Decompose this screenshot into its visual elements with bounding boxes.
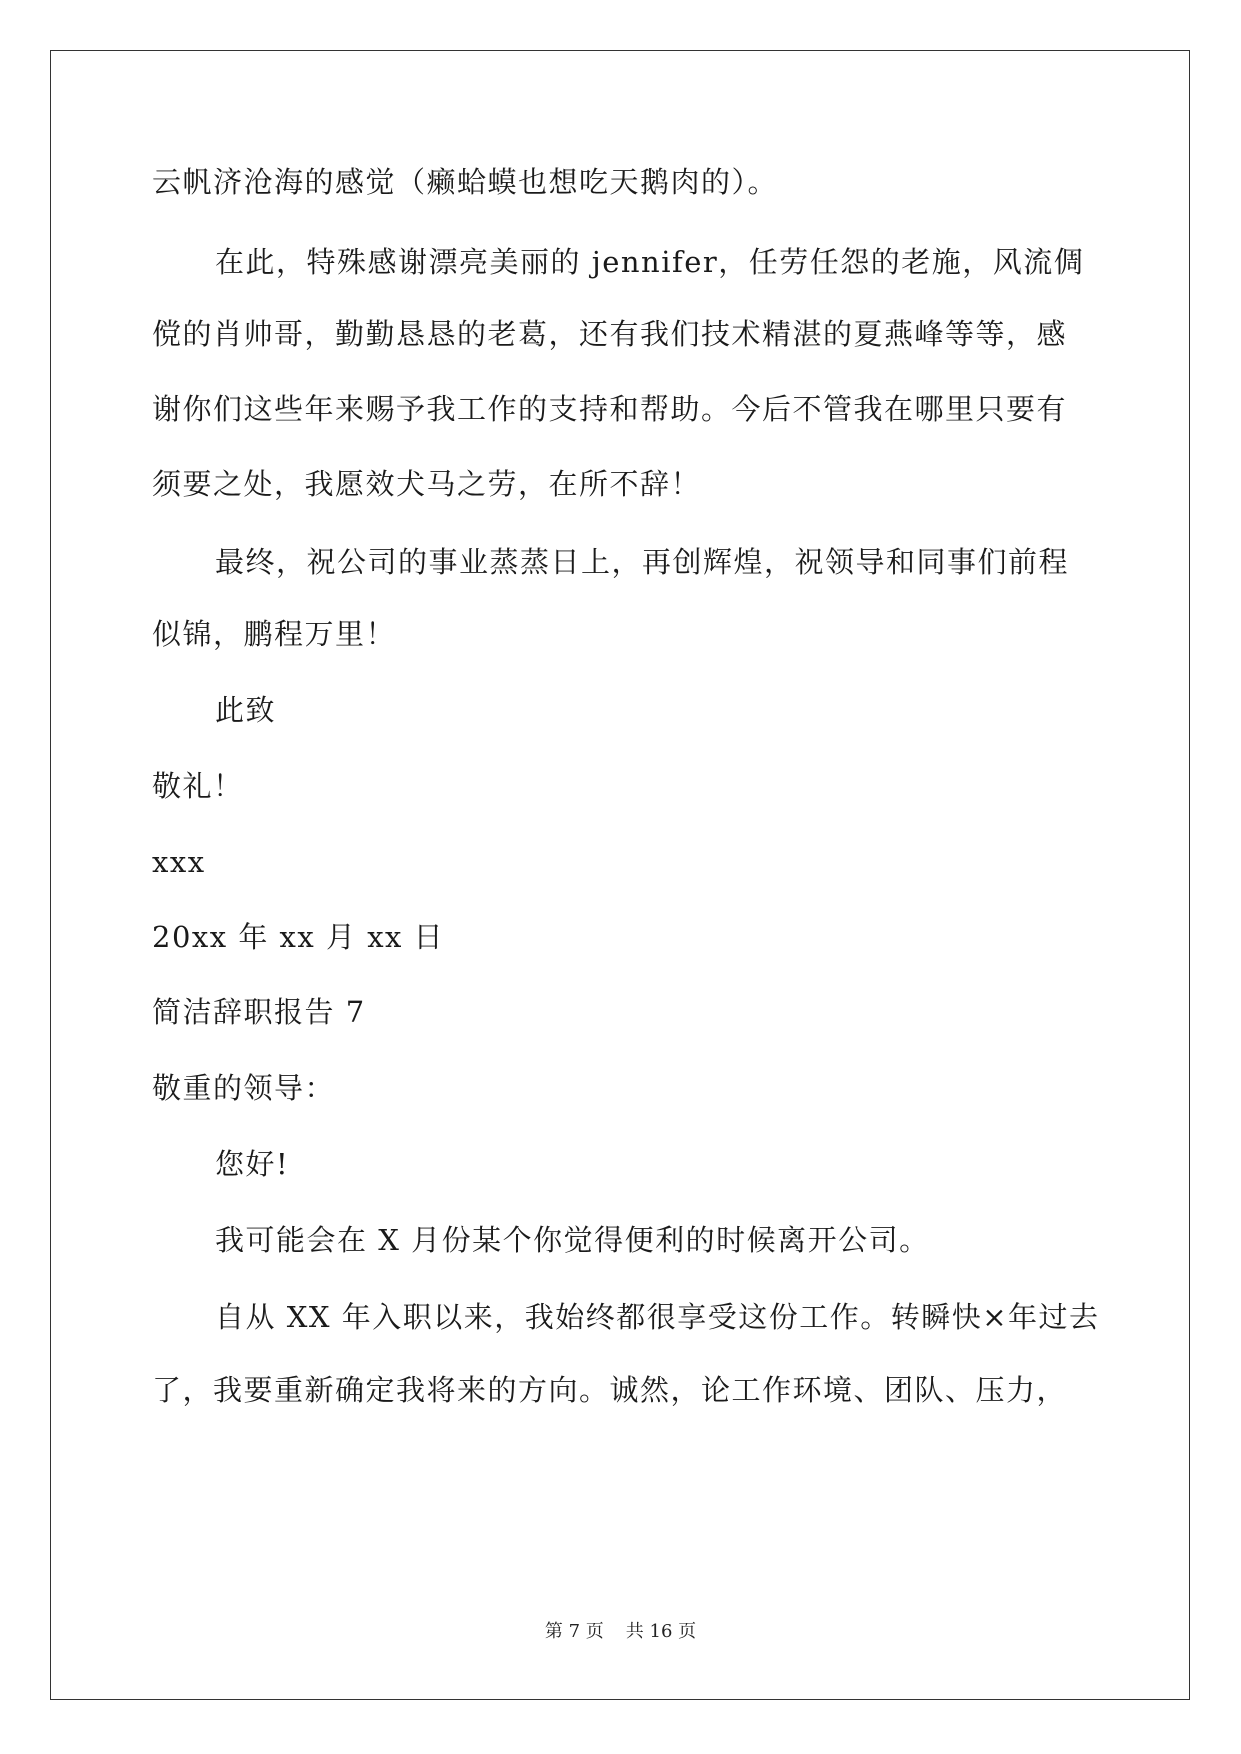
text-line: 自从 XX 年入职以来，我始终都很享受这份工作。转瞬快×年过去: [215, 1300, 1100, 1334]
closing-salutation: 此致: [215, 693, 277, 727]
page-footer: [0, 1620, 1241, 1644]
text-line: 了，我要重新确定我将来的方向。诚然，论工作环境、团队、压力，: [152, 1373, 1068, 1407]
text-line: 我可能会在 X 月份某个你觉得便利的时候离开公司。: [215, 1223, 930, 1257]
signature-date: 20xx 年 xx 月 xx 日: [152, 920, 445, 954]
text-line: 似锦，鹏程万里！: [152, 617, 397, 651]
closing-regards: 敬礼！: [152, 769, 244, 803]
page-border: [50, 50, 1190, 1700]
text-line: 在此，特殊感谢漂亮美丽的 jennifer，任劳任怨的老施，风流倜: [215, 245, 1085, 279]
text-line: 最终，祝公司的事业蒸蒸日上，再创辉煌，祝领导和同事们前程: [215, 545, 1070, 579]
letter-salutation: 敬重的领导：: [152, 1071, 336, 1105]
signature-name: xxx: [152, 845, 206, 879]
page-total: 共 16 页: [625, 1621, 697, 1642]
text-line: 云帆济沧海的感觉（癞蛤蟆也想吃天鹅肉的）。: [152, 165, 779, 199]
text-line: 傥的肖帅哥，勤勤恳恳的老葛，还有我们技术精湛的夏燕峰等等，感: [152, 317, 1068, 351]
text-line: 须要之处，我愿效犬马之劳，在所不辞！: [152, 467, 702, 501]
text-line: 谢你们这些年来赐予我工作的支持和帮助。今后不管我在哪里只要有: [152, 392, 1068, 426]
greeting: 您好!: [215, 1147, 290, 1181]
section-title: 简洁辞职报告 7: [152, 995, 366, 1029]
page-number: 第 7 页: [544, 1621, 604, 1642]
